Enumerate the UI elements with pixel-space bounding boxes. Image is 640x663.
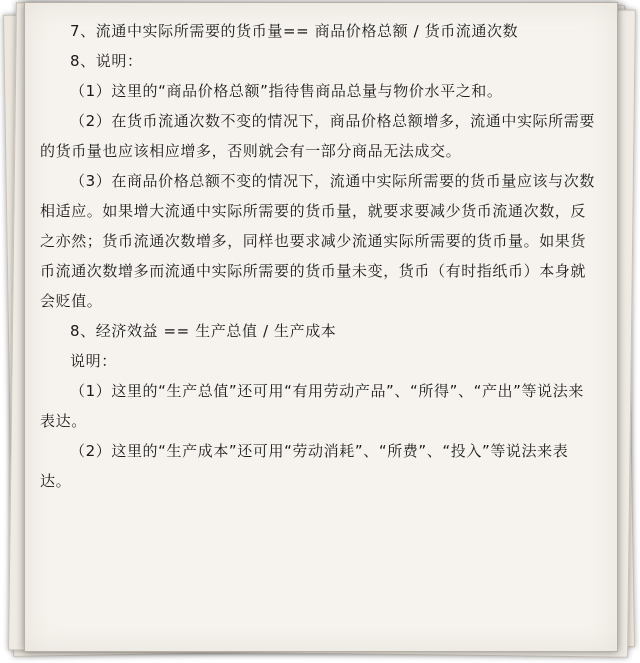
- document-body: [40, 16, 596, 496]
- paragraph-note-3: （3）在商品价格总额不变的情况下，流通中实际所需要的货币量应该与次数相适应。如果增大流通中实际所需要的货币量，就要求要减少货币流通次数，反之亦然；货币流通次数增多，同样也要求减少流通实际所需要的货币量。如果货币流通次数增多而流通中实际所需要的货币量未变，货币（有时指纸币）本身就会贬值。: [40, 172, 595, 310]
- paragraph-explanation-heading: 8、说明：: [70, 52, 143, 70]
- paragraph-efficiency-note-2: （2）这里的“生产成本”还可用“劳动消耗”、“所费”、“投入”等说法来表达。: [40, 442, 569, 490]
- paragraph-formula-money: 7、流通中实际所需要的货币量== 商品价格总额 / 货币流通次数: [70, 22, 519, 40]
- paragraph-explanation-heading-2: 说明：: [70, 352, 117, 370]
- paragraph-efficiency-note-1: （1）这里的“生产总值”还可用“有用劳动产品”、“所得”、“产出”等说法来表达。: [40, 382, 584, 430]
- paragraph-note-2: （2）在货币流通次数不变的情况下，商品价格总额增多，流通中实际所需要的货币量也应该相应增多，否则就会有一部分商品无法成交。: [40, 112, 595, 160]
- paragraph-formula-efficiency: 8、经济效益 == 生产总值 / 生产成本: [70, 322, 337, 340]
- paragraph-note-1: （1）这里的“商品价格总额”指待售商品总量与物价水平之和。: [70, 82, 503, 100]
